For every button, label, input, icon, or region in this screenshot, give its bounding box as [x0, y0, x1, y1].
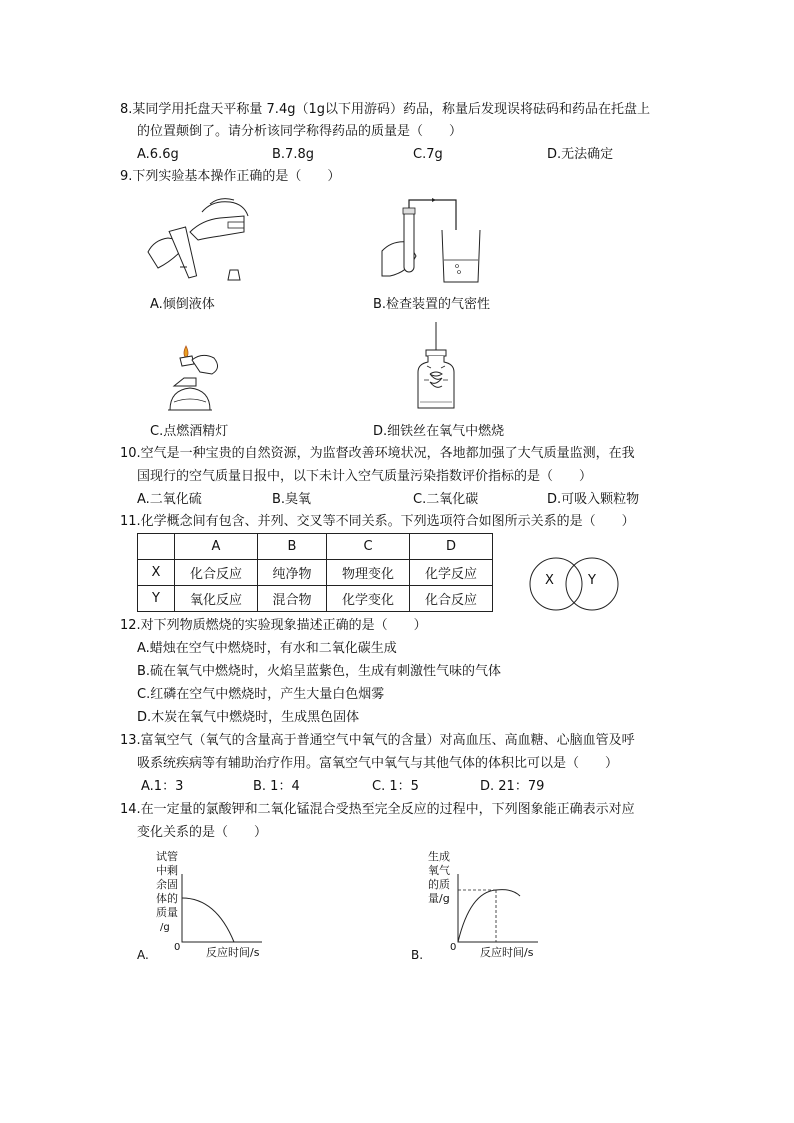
table-cell: C [327, 534, 410, 560]
table-cell [138, 534, 175, 560]
venn-label-y: Y [588, 573, 596, 588]
graph-b-xlabel: 反应时间/s [480, 946, 534, 959]
graph-a-ylabel-line: 试管 [156, 850, 178, 863]
graph-b-curve [458, 890, 520, 942]
table-cell: Y [138, 586, 175, 612]
table-row [138, 560, 493, 586]
venn-label-x: X [545, 573, 554, 588]
q12-option-a: A.蜡烛在空气中燃烧时，有水和二氧化碳生成 [137, 641, 397, 656]
q13-line2: 吸系统疾病等有辅助治疗作用。富氧空气中氧气与其他气体的体积比可以是（ ） [137, 756, 619, 771]
q8-line2: 的位置颠倒了。请分析该同学称得药品的质量是（ ） [137, 124, 463, 139]
table-cell: B [258, 534, 327, 560]
graph-a-ylabel-line: 质量 [156, 906, 178, 919]
graph-b-ylabel-line: 氧气 [428, 864, 450, 877]
q8-line1: 8.某同学用托盘天平称量 7.4g（1g以下用游码）药品，称量后发现误将砝码和药品在托盘上 [120, 102, 650, 117]
q12-option-c: C.红磷在空气中燃烧时，产生大量白色烟雾 [137, 687, 385, 702]
q12-option-d: D.木炭在氧气中燃烧时，生成黑色固体 [137, 710, 360, 725]
graph-a-ylabel-line: 余固 [156, 878, 178, 891]
q8-option-b: B.7.8g [272, 147, 314, 162]
q13-option-d: D. 21：79 [480, 779, 545, 794]
q14-graph-a-option: A. [137, 948, 149, 962]
q9-caption-d: D.细铁丝在氧气中燃烧 [373, 424, 505, 439]
graph-a-origin: 0 [174, 942, 181, 953]
q8-option-a: A.6.6g [137, 147, 179, 162]
graph-a-axes [182, 874, 262, 942]
q14-graph-b [420, 846, 560, 966]
table-cell: 氧化反应 [175, 586, 258, 612]
venn-circle-x [530, 558, 582, 610]
graph-b-ylabel-line: 量/g [428, 892, 450, 905]
q8-option-d: D.无法确定 [547, 147, 614, 162]
iron-wire-combustion-illustration [412, 322, 462, 412]
table-cell: D [410, 534, 493, 560]
q8-option-c: C.7g [413, 147, 443, 162]
graph-b-origin: 0 [450, 942, 457, 953]
venn-diagram [528, 555, 623, 613]
airtightness-check-illustration [378, 196, 488, 286]
q13-line1: 13.富氧空气（氧气的含量高于普通空气中氧气的含量）对高血压、高血糖、心脑血管及呼 [120, 733, 635, 748]
table-row [138, 586, 493, 612]
q9-caption-b: B.检查装置的气密性 [373, 297, 491, 312]
table-cell: 纯净物 [258, 560, 327, 586]
table-cell: A [175, 534, 258, 560]
graph-b-axes [458, 874, 538, 942]
q14-graph-a [150, 846, 290, 966]
pouring-liquid-illustration [140, 192, 255, 287]
graph-b-ylabel-line: 的质 [428, 878, 450, 891]
q10-option-c: C.二氧化碳 [413, 492, 479, 507]
lighting-alcohol-lamp-illustration [166, 342, 226, 417]
q13-option-b: B. 1：4 [253, 779, 300, 794]
graph-a-curve [182, 898, 234, 942]
q10-line2: 国现行的空气质量日报中，以下未计入空气质量污染指数评价指标的是（ ） [137, 469, 593, 484]
graph-a-xlabel: 反应时间/s [206, 946, 260, 959]
graph-b-ylabel-line: 生成 [428, 850, 450, 863]
table-header-row [138, 534, 493, 560]
q14-graph-b-option: B. [411, 948, 424, 962]
q13-option-c: C. 1：5 [372, 779, 419, 794]
table-cell: 化学变化 [327, 586, 410, 612]
q9-stem: 9.下列实验基本操作正确的是（ ） [120, 169, 341, 184]
q10-option-a: A.二氧化硫 [137, 492, 202, 507]
graph-b-guide-lines [458, 890, 496, 942]
q10-option-d: D.可吸入颗粒物 [547, 492, 640, 507]
q14-line2: 变化关系的是（ ） [137, 825, 268, 840]
graph-a-ylabel-line: 体的 [156, 892, 178, 905]
table-cell: 混合物 [258, 586, 327, 612]
q11-stem: 11.化学概念间有包含、并列、交叉等不同关系。下列选项符合如图所示关系的是（ ） [120, 514, 635, 529]
table-cell: X [138, 560, 175, 586]
q14-line1: 14.在一定量的氯酸钾和二氧化锰混合受热至完全反应的过程中，下列图象能正确表示对应 [120, 802, 635, 817]
q12-option-b: B.硫在氧气中燃烧时，火焰呈蓝紫色，生成有刺激性气味的气体 [137, 664, 502, 679]
graph-a-ylabel-line: 中剩 [156, 864, 178, 877]
q10-option-b: B.臭氧 [272, 492, 312, 507]
q9-caption-a: A.倾倒液体 [150, 297, 215, 312]
q13-option-a: A.1：3 [141, 779, 184, 794]
graph-a-ylabel-line: /g [160, 922, 170, 933]
q12-stem: 12.对下列物质燃烧的实验现象描述正确的是（ ） [120, 618, 427, 633]
table-cell: 化合反应 [410, 586, 493, 612]
q11-relation-table [137, 533, 493, 612]
q9-caption-c: C.点燃酒精灯 [150, 424, 229, 439]
table-cell: 化合反应 [175, 560, 258, 586]
table-cell: 化学反应 [410, 560, 493, 586]
table-cell: 物理变化 [327, 560, 410, 586]
q10-line1: 10.空气是一种宝贵的自然资源，为监督改善环境状况，各地都加强了大气质量监测，在我 [120, 446, 635, 461]
